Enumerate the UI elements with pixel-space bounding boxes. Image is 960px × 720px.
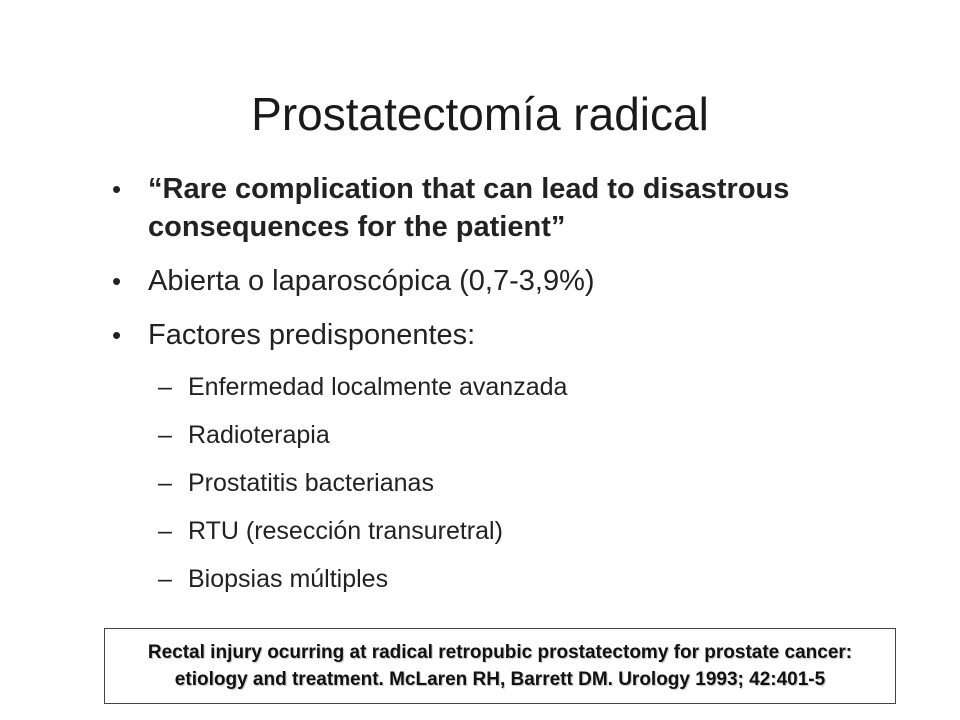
bullet-glyph: •: [112, 174, 122, 204]
dash-glyph: –: [158, 373, 172, 401]
bullet-item: [112, 262, 912, 300]
slide-title: Prostatectomía radical: [251, 88, 709, 140]
sub-bullet-item: [158, 418, 912, 452]
bullet-list: [112, 170, 912, 610]
dash-glyph: –: [158, 517, 172, 545]
sub-bullet-text: Biopsias múltiples: [188, 565, 389, 593]
citation-box: [104, 628, 896, 704]
bullet-item: [112, 316, 912, 354]
bullet-glyph: •: [112, 320, 122, 350]
sub-bullet-item: [158, 514, 912, 548]
citation-line: etiology and treatment. McLaren RH, Barrett DM. Urology 1993; 42:401-5: [174, 669, 826, 690]
sub-bullet-text: Prostatitis bacterianas: [188, 469, 434, 497]
dash-glyph: –: [158, 469, 172, 497]
bullet-text: Factores predisponentes:: [148, 319, 476, 351]
bullet-glyph: •: [112, 266, 122, 296]
citation-line: Rectal injury ocurring at radical retropubic prostatectomy for prostate cancer:: [147, 642, 853, 663]
dash-glyph: –: [158, 565, 172, 593]
dash-glyph: –: [158, 421, 172, 449]
bullet-text: Abierta o laparoscópica (0,7-3,9%): [148, 265, 595, 297]
sub-bullet-item: [158, 370, 912, 404]
sub-bullet-text: RTU (resección transuretral): [188, 517, 503, 545]
sub-bullet-item: [158, 562, 912, 596]
bullet-item: [112, 170, 912, 246]
bullet-text: “Rare complication that can lead to disastrous consequences for the patient”: [148, 173, 790, 243]
sub-bullet-text: Radioterapia: [188, 421, 330, 449]
sub-bullet-text: Enfermedad localmente avanzada: [188, 373, 568, 401]
sub-bullet-item: [158, 466, 912, 500]
